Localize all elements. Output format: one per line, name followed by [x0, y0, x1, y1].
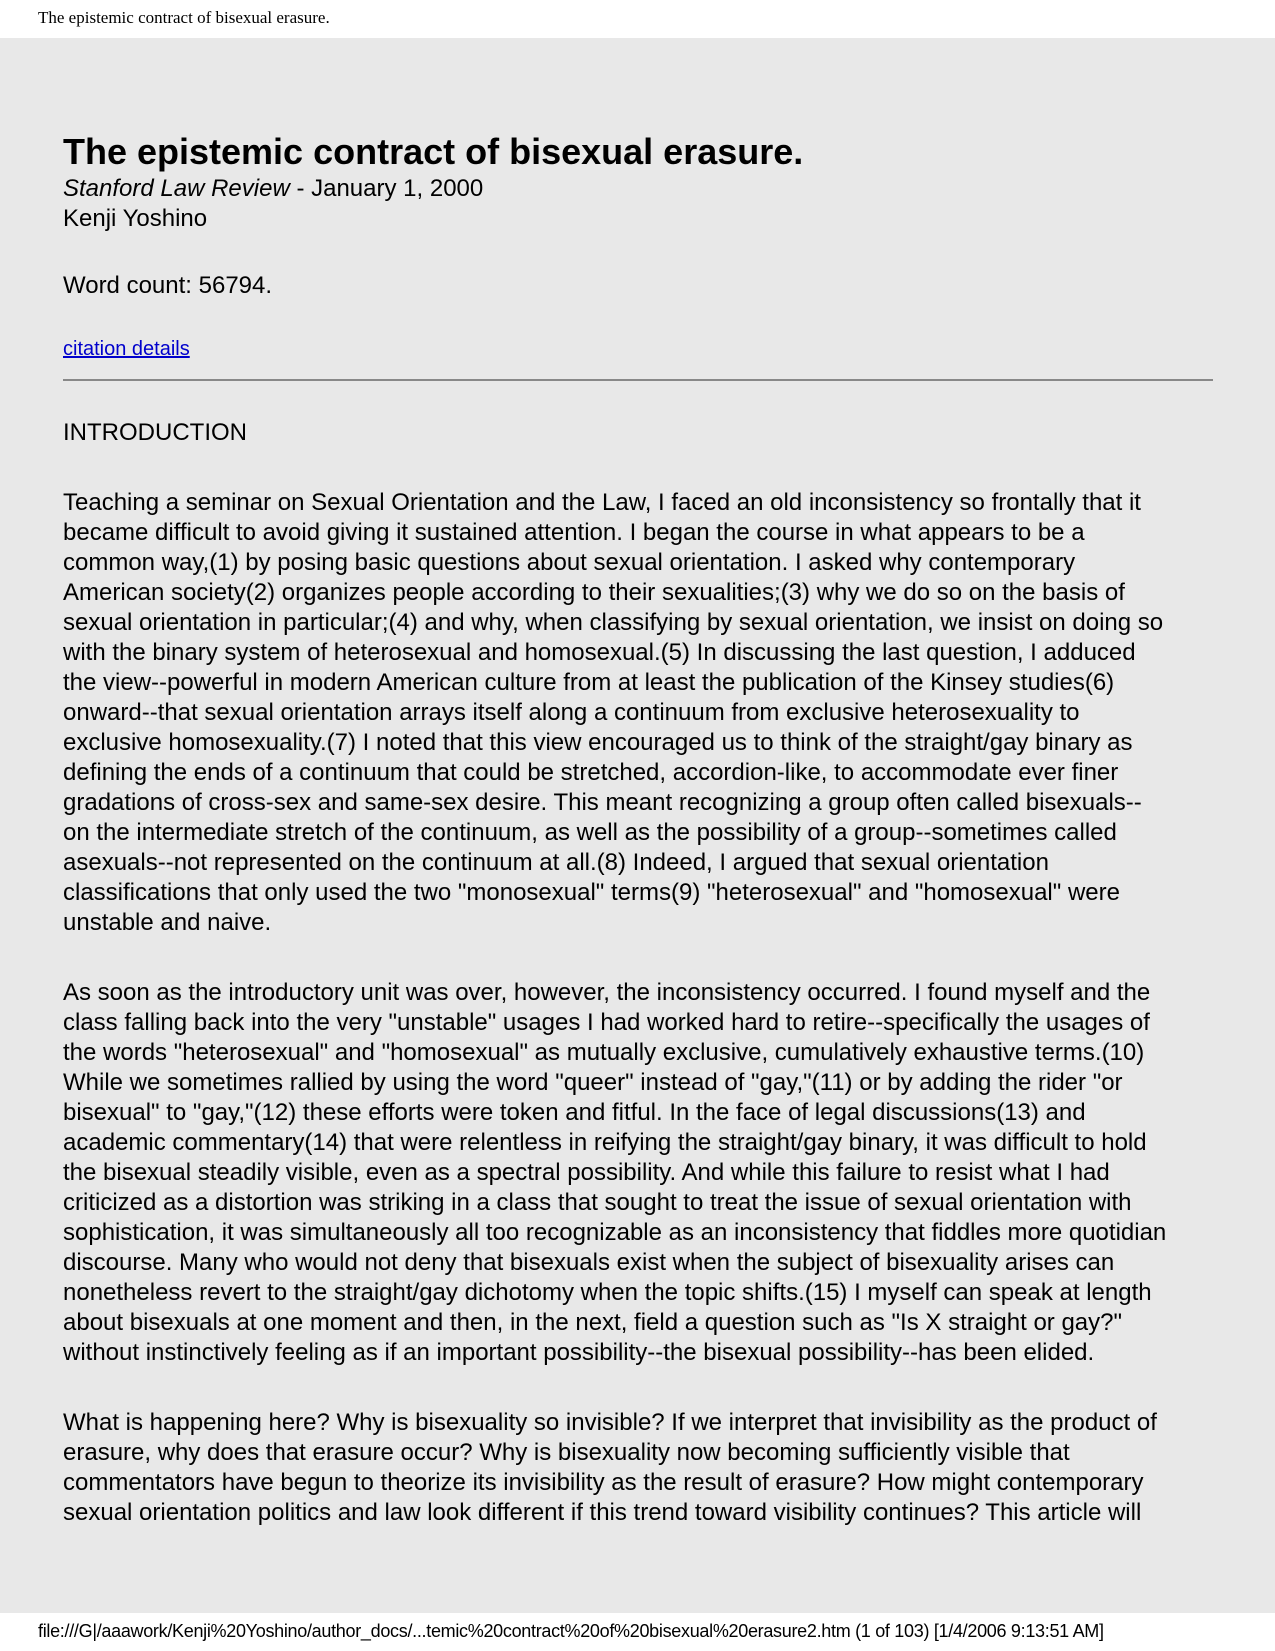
paragraph-line: the words "heterosexual" and "homosexual" as mutually exclusive, cumulatively exhaustive terms.(10) [63, 1039, 1145, 1066]
paragraph-line: erasure, why does that erasure occur? Why is bisexuality now becoming sufficiently visible that [63, 1439, 1070, 1466]
paragraph-line: unstable and naive. [63, 909, 272, 936]
paragraph-line: American society(2) organizes people according to their sexualities;(3) why we do so on the basis of [63, 579, 1125, 606]
paragraph-line: the view--powerful in modern American culture from at least the publication of the Kinsey studies(6) [63, 669, 1115, 696]
paragraph-line: nonetheless revert to the straight/gay dichotomy when the topic shifts.(15) I myself can speak at length [63, 1279, 1152, 1306]
paragraph-line: exclusive homosexuality.(7) I noted that this view encouraged us to think of the straight/gay binary as [63, 729, 1133, 756]
paragraph [63, 488, 1213, 938]
paragraph-line: asexuals--not represented on the continuum at all.(8) Indeed, I argued that sexual orientation [63, 849, 1049, 876]
paragraph-line: the bisexual steadily visible, even as a spectral possibility. And while this failure to resist what I had [63, 1159, 1110, 1186]
article-body [63, 488, 1213, 1528]
section-heading: INTRODUCTION [63, 419, 247, 446]
citation-details-link[interactable]: citation details [63, 338, 190, 360]
paragraph-line: academic commentary(14) that were relentless in reifying the straight/gay binary, it was difficult to hold [63, 1129, 1147, 1156]
paragraph-line: defining the ends of a continuum that could be stretched, accordion-like, to accommodate ever finer [63, 759, 1119, 786]
paragraph [63, 1408, 1213, 1528]
paragraph-line: sexual orientation politics and law look different if this trend toward visibility continues? This article will [63, 1499, 1142, 1526]
word-count: Word count: 56794. [63, 272, 273, 299]
article [63, 130, 1213, 1528]
paragraph-line: What is happening here? Why is bisexuality so invisible? If we interpret that invisibility as the product of [63, 1409, 1157, 1436]
paragraph-line: commentators have begun to theorize its invisibility as the result of erasure? How might contemporary [63, 1469, 1144, 1496]
print-header-title: The epistemic contract of bisexual erasure. [38, 8, 330, 27]
print-header [0, 0, 1275, 38]
print-footer-path: file:///G|/aaawork/Kenji%20Yoshino/author_docs/...temic%20contract%20of%20bisexual%20erasure2.htm (1 of 103) [1/4/2006 9:13:51 AM] [38, 1621, 1104, 1641]
paragraph [63, 978, 1213, 1368]
paragraph-line: with the binary system of heterosexual and homosexual.(5) In discussing the last question, I adduced [63, 639, 1136, 666]
paragraph-line: criticized as a distortion was striking in a class that sought to treat the issue of sexual orientation with [63, 1189, 1132, 1216]
paragraph-line: sophistication, it was simultaneously all too recognizable as an inconsistency that fiddles more quotidian [63, 1219, 1167, 1246]
paragraph-line: Teaching a seminar on Sexual Orientation and the Law, I faced an old inconsistency so frontally that it [63, 489, 1141, 516]
print-footer [0, 1613, 1275, 1651]
article-title: The epistemic contract of bisexual erasure. [63, 131, 804, 172]
divider [63, 379, 1213, 381]
publication-name: Stanford Law Review [63, 175, 290, 202]
paragraph-line: common way,(1) by posing basic questions about sexual orientation. I asked why contemporary [63, 549, 1076, 576]
paragraph-line: about bisexuals at one moment and then, in the next, field a question such as "Is X straight or gay?" [63, 1309, 1123, 1336]
paragraph-line: discourse. Many who would not deny that bisexuals exist when the subject of bisexuality arises can [63, 1249, 1115, 1276]
paragraph-line: As soon as the introductory unit was over, however, the inconsistency occurred. I found myself and the [63, 979, 1151, 1006]
paragraph-line: on the intermediate stretch of the continuum, as well as the possibility of a group--sometimes called [63, 819, 1117, 846]
paragraph-line: gradations of cross-sex and same-sex desire. This meant recognizing a group often called bisexuals-- [63, 789, 1142, 816]
paragraph-line: While we sometimes rallied by using the word "queer" instead of "gay,"(11) or by adding the rider "or [63, 1069, 1123, 1096]
publication-date: - January 1, 2000 [289, 175, 484, 202]
paragraph-line: onward--that sexual orientation arrays itself along a continuum from exclusive heterosexuality to [63, 699, 1080, 726]
publication-line [63, 174, 1213, 204]
paragraph-line: class falling back into the very "unstable" usages I had worked hard to retire--specifically the usages of [63, 1009, 1150, 1036]
paragraph-line: without instinctively feeling as if an important possibility--the bisexual possibility--has been elided. [63, 1339, 1095, 1366]
author: Kenji Yoshino [63, 205, 208, 232]
paragraph-line: became difficult to avoid giving it sustained attention. I began the course in what appears to be a [63, 519, 1085, 546]
paragraph-line: sexual orientation in particular;(4) and why, when classifying by sexual orientation, we insist on doing so [63, 609, 1164, 636]
paragraph-line: classifications that only used the two "monosexual" terms(9) "heterosexual" and "homosexual" were [63, 879, 1120, 906]
paragraph-line: bisexual" to "gay,"(12) these efforts were token and fitful. In the face of legal discussions(13) and [63, 1099, 1086, 1126]
